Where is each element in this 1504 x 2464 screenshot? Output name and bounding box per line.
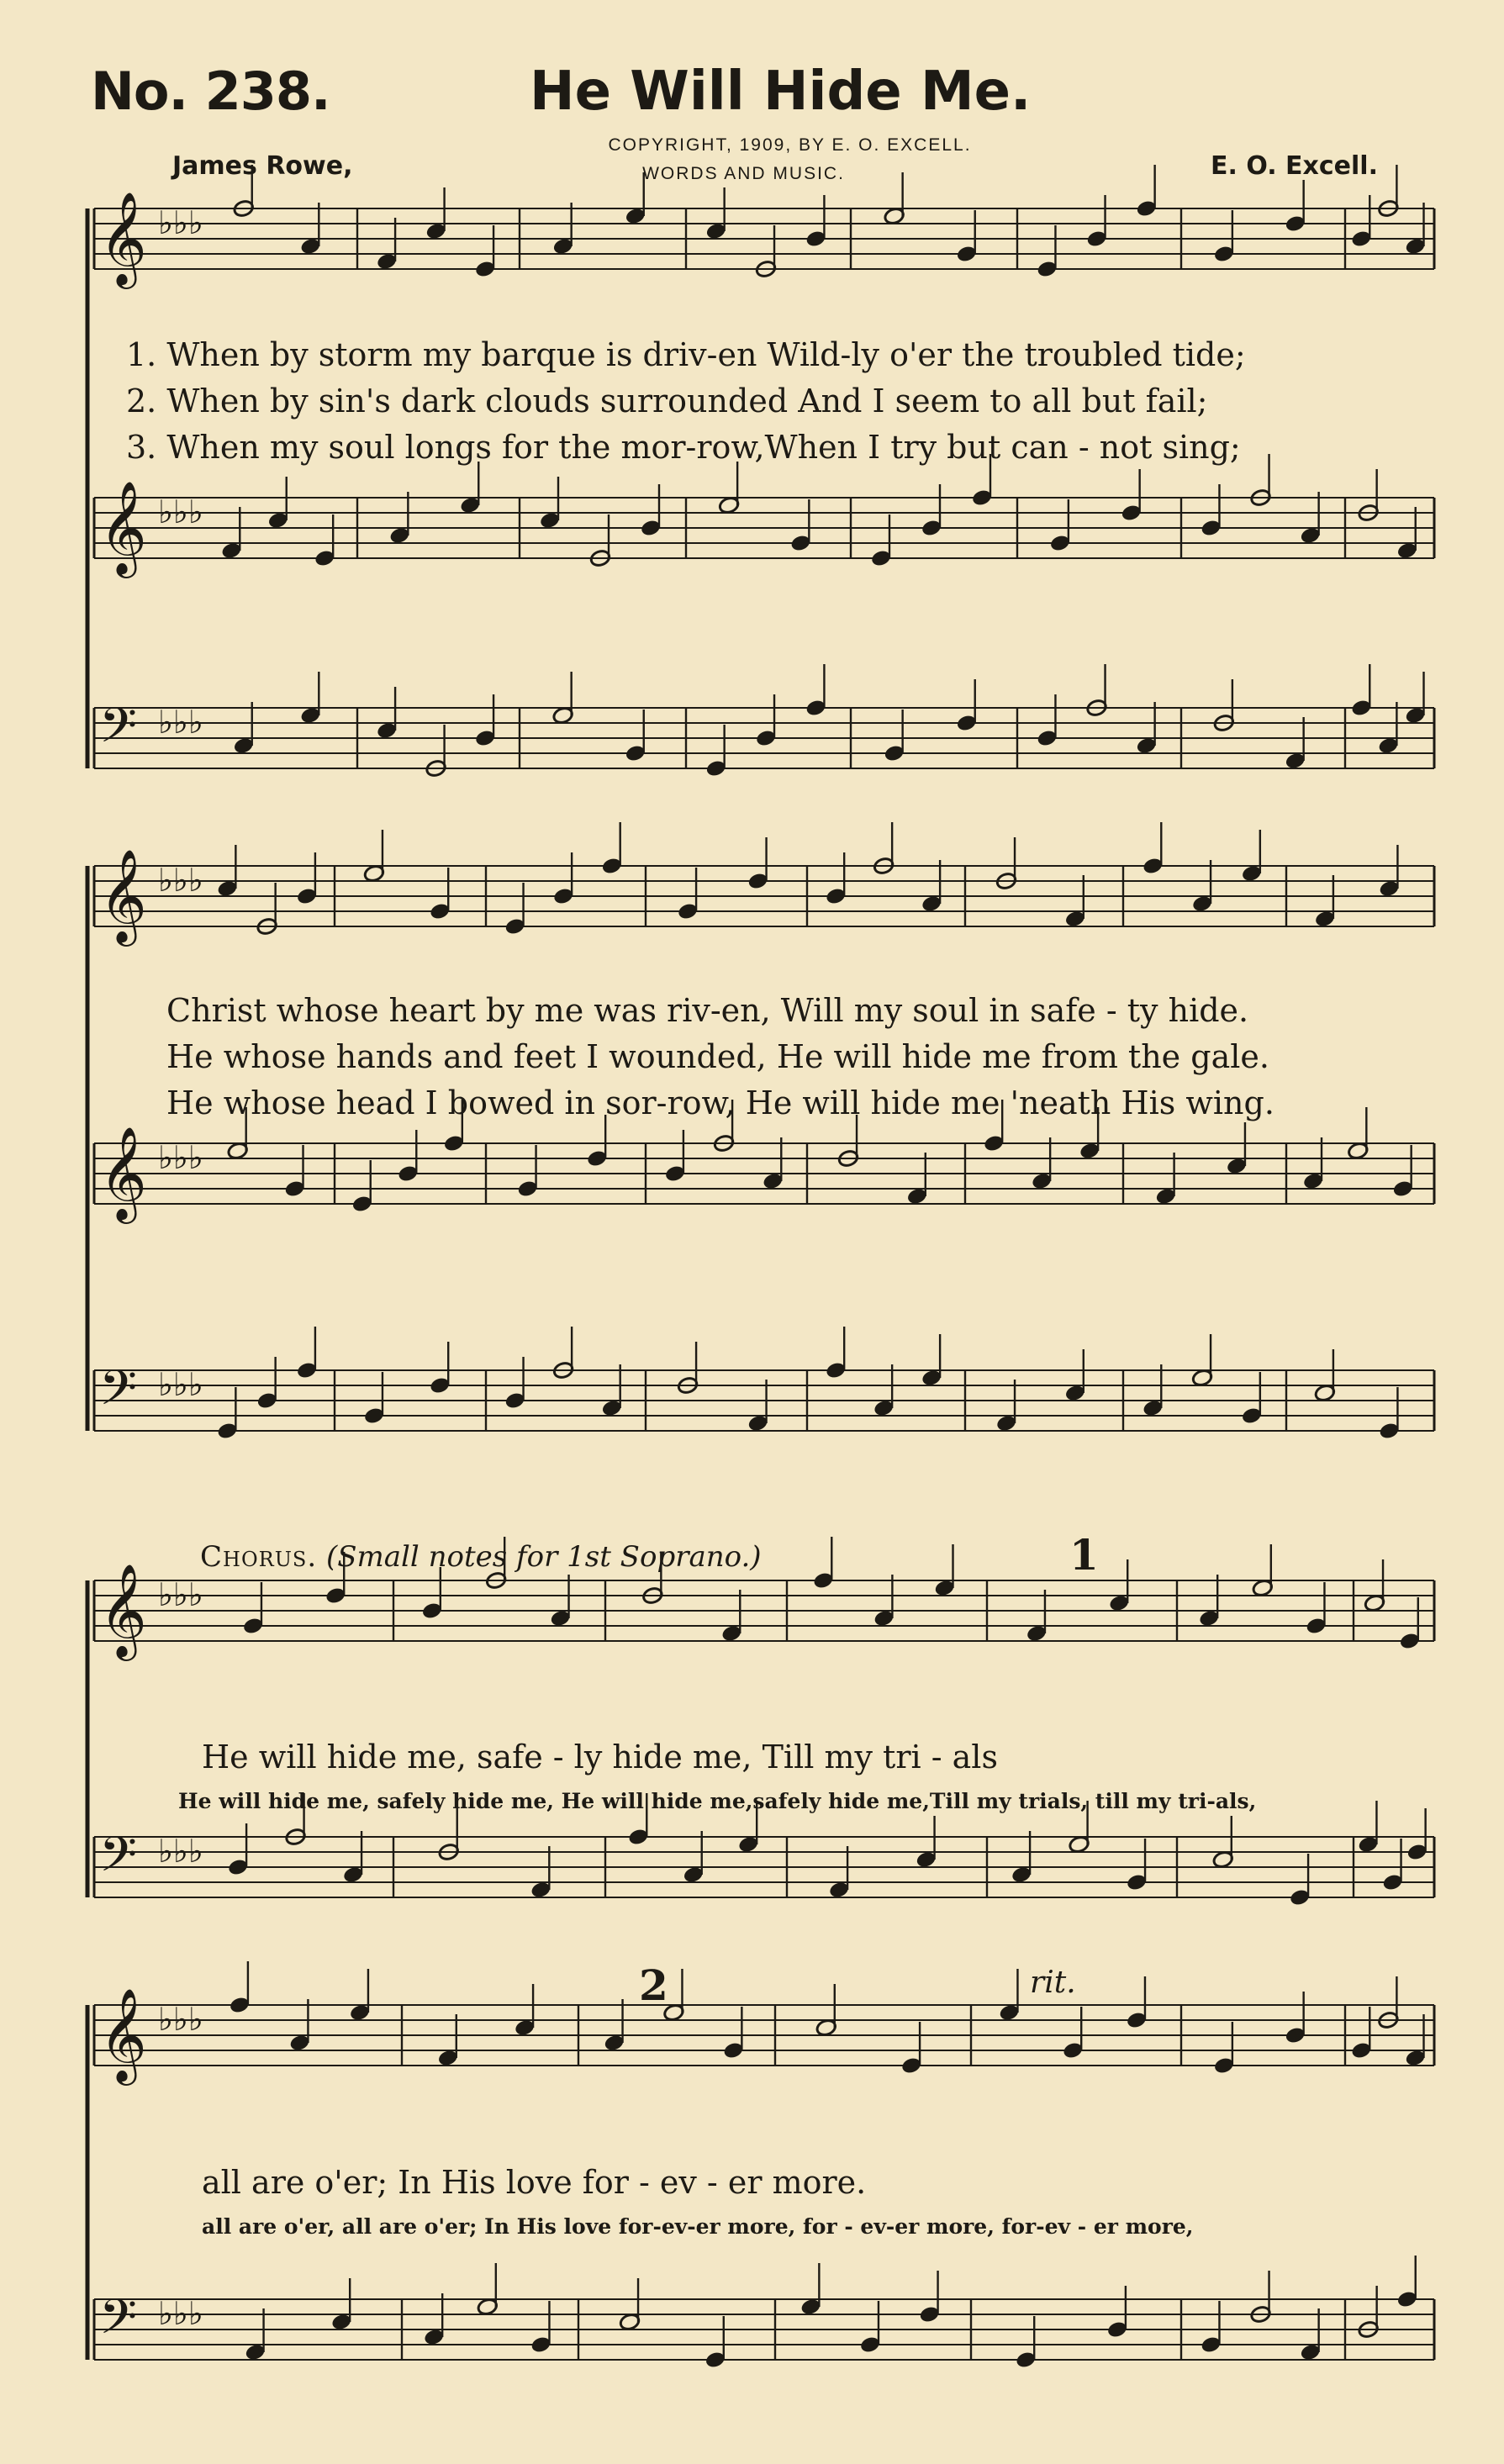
bass-clef-icon: 𝄢 (99, 2288, 138, 2357)
treble-clef-icon: 𝄞 (99, 191, 147, 285)
verse-3-line-1: 3. When my soul longs for the mor-row,When I try but can - not sing; (126, 429, 1241, 466)
bass-clef-icon: 𝄢 (99, 697, 138, 766)
treble-clef-icon: 𝄞 (99, 1126, 147, 1220)
treble-clef-icon: 𝄞 (99, 848, 147, 942)
chorus-heading (200, 1540, 762, 1574)
hymn-title: He Will Hide Me. (530, 61, 1032, 123)
treble-clef-icon: 𝄞 (99, 1563, 147, 1657)
treble-clef-icon: 𝄞 (99, 480, 147, 574)
key-signature-flats: ♭♭♭ (158, 2001, 203, 2038)
verse-1-line-2: Christ whose heart by me was riv-en, Will my soul in safe - ty hide. (166, 992, 1249, 1029)
key-signature-flats: ♭♭♭ (158, 1139, 203, 1176)
treble-clef-icon: 𝄞 (99, 1987, 147, 2081)
lyricist-credit: James Rowe, (172, 151, 353, 181)
key-signature-flats: ♭♭♭ (158, 204, 203, 241)
key-signature-flats: ♭♭♭ (158, 493, 203, 530)
chorus-lyric-line-1: He will hide me, safe - ly hide me, Till my tri - als (202, 1739, 998, 1775)
hymn-number: No. 238. (91, 61, 330, 122)
verse-1-line-1: 1. When by storm my barque is driv-en Wild-ly o'er the troubled tide; (126, 336, 1246, 373)
chorus-small-line-1: He will hide me, safely hide me, He will hide me,safely hide me,Till my trials, till my tri-als, (178, 1789, 1257, 1813)
bass-clef-icon: 𝄢 (99, 1359, 138, 1428)
verse-3-line-2: He whose head I bowed in sor-row, He will hide me 'neath His wing. (166, 1084, 1274, 1121)
chorus-note: (Small notes for 1st Soprano.) (325, 1540, 762, 1574)
chorus-small-line-2: all are o'er, all are o'er; In His love for-ev-er more, for - ev-er more, for-ev - er more, (202, 2214, 1194, 2239)
copyright-line-2: WORDS AND MUSIC. (642, 164, 845, 183)
composer-credit: E. O. Excell. (1211, 151, 1378, 181)
key-signature-flats: ♭♭♭ (158, 2295, 203, 2332)
verse-2-line-2: He whose hands and feet I wounded, He will hide me from the gale. (166, 1038, 1269, 1075)
key-signature-flats: ♭♭♭ (158, 704, 203, 741)
second-ending-mark: 2 (639, 1960, 668, 2010)
chorus-lyric-line-2: all are o'er; In His love for - ev - er more. (202, 2164, 867, 2201)
chorus-label: Chorus. (200, 1540, 318, 1574)
first-ending-mark: 1 (1069, 1530, 1099, 1580)
key-signature-flats: ♭♭♭ (158, 1366, 203, 1403)
key-signature-flats: ♭♭♭ (158, 1576, 203, 1613)
verse-2-line-1: 2. When by sin's dark clouds surrounded And I seem to all but fail; (126, 383, 1208, 419)
ritardando-mark: rit. (1030, 1965, 1076, 2000)
key-signature-flats: ♭♭♭ (158, 1833, 203, 1870)
bass-clef-icon: 𝄢 (99, 1826, 138, 1895)
copyright-line-1: COPYRIGHT, 1909, BY E. O. EXCELL. (608, 135, 972, 155)
key-signature-flats: ♭♭♭ (158, 862, 203, 899)
